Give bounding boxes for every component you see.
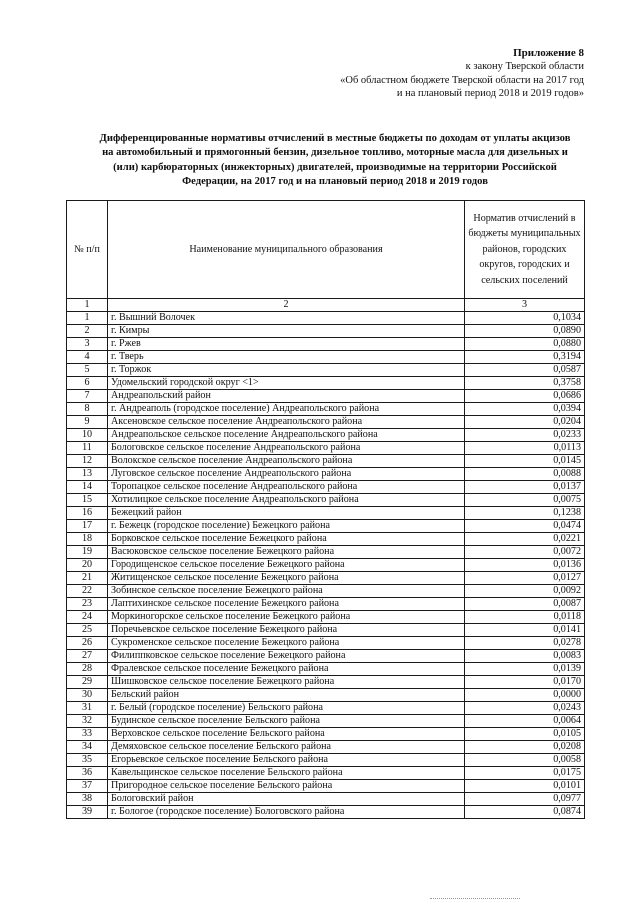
norm-value: 0,0072 — [465, 546, 585, 559]
norm-value: 0,0175 — [465, 767, 585, 780]
norm-value: 0,1238 — [465, 507, 585, 520]
norm-value: 0,0977 — [465, 793, 585, 806]
municipality-name: Лаптихинское сельское поселение Бежецкого района — [108, 598, 465, 611]
municipality-name: Кавельщинское сельское поселение Бельского района — [108, 767, 465, 780]
table-row — [67, 559, 585, 572]
norm-value: 0,0087 — [465, 598, 585, 611]
row-number: 17 — [67, 520, 108, 533]
table-row — [67, 533, 585, 546]
municipality-name: Демяховское сельское поселение Бельского района — [108, 741, 465, 754]
norm-value: 0,0127 — [465, 572, 585, 585]
row-number: 38 — [67, 793, 108, 806]
row-number: 5 — [67, 364, 108, 377]
table-row — [67, 806, 585, 819]
norm-value: 0,3194 — [465, 351, 585, 364]
municipality-name: Будинское сельское поселение Бельского района — [108, 715, 465, 728]
norm-value: 0,0880 — [465, 338, 585, 351]
row-number: 16 — [67, 507, 108, 520]
row-number: 33 — [67, 728, 108, 741]
scan-artifact — [430, 898, 520, 901]
norm-value: 0,0233 — [465, 429, 585, 442]
norm-value: 0,0137 — [465, 481, 585, 494]
table-row — [67, 520, 585, 533]
norm-value: 0,0890 — [465, 325, 585, 338]
norm-value: 0,0058 — [465, 754, 585, 767]
municipality-name: Егорьевское сельское поселение Бельского района — [108, 754, 465, 767]
municipality-name: Бежецкий район — [108, 507, 465, 520]
norm-value: 0,0243 — [465, 702, 585, 715]
row-number: 12 — [67, 455, 108, 468]
norm-value: 0,0136 — [465, 559, 585, 572]
municipality-name: г. Тверь — [108, 351, 465, 364]
municipality-name: Аксеновское сельское поселение Андреапольского района — [108, 416, 465, 429]
table-row — [67, 429, 585, 442]
table-row — [67, 663, 585, 676]
norm-value: 0,0113 — [465, 442, 585, 455]
document-title-line-4: Федерации, на 2017 год и на плановый период 2018 и 2019 годов — [182, 176, 488, 188]
appendix-block — [340, 47, 584, 100]
municipality-name: г. Бологое (городское поселение) Бологовского района — [108, 806, 465, 819]
norm-value: 0,0874 — [465, 806, 585, 819]
row-number: 32 — [67, 715, 108, 728]
row-number: 25 — [67, 624, 108, 637]
table-row — [67, 403, 585, 416]
row-number: 30 — [67, 689, 108, 702]
table-row — [67, 507, 585, 520]
table-row — [67, 481, 585, 494]
header-name: Наименование муниципального образования — [108, 201, 465, 299]
table-header-row — [67, 201, 585, 299]
norm-value: 0,0101 — [465, 780, 585, 793]
table-row — [67, 455, 585, 468]
row-number: 37 — [67, 780, 108, 793]
table-body — [67, 312, 585, 819]
table-row — [67, 442, 585, 455]
row-number: 28 — [67, 663, 108, 676]
municipality-name: Удомельский городской округ <1> — [108, 377, 465, 390]
appendix-title: Приложение 8 — [513, 47, 584, 59]
row-number: 8 — [67, 403, 108, 416]
table-row — [67, 611, 585, 624]
municipality-name: г. Бежецк (городское поселение) Бежецкого района — [108, 520, 465, 533]
row-number: 18 — [67, 533, 108, 546]
row-number: 4 — [67, 351, 108, 364]
norm-value: 0,0145 — [465, 455, 585, 468]
table-row — [67, 416, 585, 429]
municipality-name: Фралевское сельское поселение Бежецкого района — [108, 663, 465, 676]
municipality-name: Зобинское сельское поселение Бежецкого района — [108, 585, 465, 598]
document-title — [80, 132, 590, 190]
norm-value: 0,0064 — [465, 715, 585, 728]
municipality-name: Борковское сельское поселение Бежецкого района — [108, 533, 465, 546]
table-row — [67, 702, 585, 715]
column-number: 2 — [108, 299, 465, 312]
table-row — [67, 377, 585, 390]
row-number: 15 — [67, 494, 108, 507]
row-number: 31 — [67, 702, 108, 715]
row-number: 19 — [67, 546, 108, 559]
municipality-name: Моркиногорское сельское поселение Бежецкого района — [108, 611, 465, 624]
row-number: 9 — [67, 416, 108, 429]
municipality-name: Сукроменское сельское поселение Бежецкого района — [108, 637, 465, 650]
norm-value: 0,3758 — [465, 377, 585, 390]
norm-value: 0,0587 — [465, 364, 585, 377]
appendix-line-3: и на плановый период 2018 и 2019 годов» — [396, 87, 584, 99]
norm-value: 0,0105 — [465, 728, 585, 741]
norm-value: 0,0000 — [465, 689, 585, 702]
row-number: 36 — [67, 767, 108, 780]
table-row — [67, 741, 585, 754]
column-number-row — [67, 299, 585, 312]
document-title-line-3: (или) карбюраторных (инжекторных) двигателей, производимые на территории Российской — [113, 161, 557, 173]
row-number: 20 — [67, 559, 108, 572]
row-number: 39 — [67, 806, 108, 819]
table-row — [67, 689, 585, 702]
norm-value: 0,0092 — [465, 585, 585, 598]
municipality-name: Шишковское сельское поселение Бежецкого района — [108, 676, 465, 689]
municipality-name: Торопацкое сельское поселение Андреапольского района — [108, 481, 465, 494]
municipality-name: Волокское сельское поселение Андреапольского района — [108, 455, 465, 468]
appendix-line-1: к закону Тверской области — [465, 61, 584, 73]
norm-value: 0,0686 — [465, 390, 585, 403]
municipality-name: Васюковское сельское поселение Бежецкого района — [108, 546, 465, 559]
column-number: 1 — [67, 299, 108, 312]
row-number: 11 — [67, 442, 108, 455]
municipality-name: Житищенское сельское поселение Бежецкого района — [108, 572, 465, 585]
municipality-name: Верховское сельское поселение Бельского района — [108, 728, 465, 741]
table-row — [67, 624, 585, 637]
municipality-name: Бологовское сельское поселение Андреапольского района — [108, 442, 465, 455]
norms-table — [66, 200, 585, 819]
row-number: 29 — [67, 676, 108, 689]
municipality-name: г. Вышний Волочек — [108, 312, 465, 325]
norm-value: 0,0278 — [465, 637, 585, 650]
row-number: 3 — [67, 338, 108, 351]
table-row — [67, 390, 585, 403]
column-number: 3 — [465, 299, 585, 312]
table-row — [67, 338, 585, 351]
municipality-name: Хотилицкое сельское поселение Андреапольского района — [108, 494, 465, 507]
row-number: 26 — [67, 637, 108, 650]
norm-value: 0,0083 — [465, 650, 585, 663]
table-row — [67, 780, 585, 793]
table-row — [67, 754, 585, 767]
row-number: 6 — [67, 377, 108, 390]
norm-value: 0,0075 — [465, 494, 585, 507]
norm-value: 0,0394 — [465, 403, 585, 416]
municipality-name: Луговское сельское поселение Андреапольского района — [108, 468, 465, 481]
norm-value: 0,0139 — [465, 663, 585, 676]
table-row — [67, 494, 585, 507]
table-row — [67, 585, 585, 598]
municipality-name: г. Кимры — [108, 325, 465, 338]
norm-value: 0,1034 — [465, 312, 585, 325]
header-num: № п/п — [67, 201, 108, 299]
municipality-name: Пригородное сельское поселение Бельского района — [108, 780, 465, 793]
municipality-name: Поречьевское сельское поселение Бежецкого района — [108, 624, 465, 637]
municipality-name: Филиппковское сельское поселение Бежецкого района — [108, 650, 465, 663]
norm-value: 0,0141 — [465, 624, 585, 637]
municipality-name: г. Андреаполь (городское поселение) Андреапольского района — [108, 403, 465, 416]
table-row — [67, 572, 585, 585]
appendix-line-2: «Об областном бюджете Тверской области на 2017 год — [340, 74, 584, 86]
municipality-name: Бельский район — [108, 689, 465, 702]
municipality-name: Андреапольский район — [108, 390, 465, 403]
row-number: 24 — [67, 611, 108, 624]
municipality-name: Городищенское сельское поселение Бежецкого района — [108, 559, 465, 572]
table-row — [67, 715, 585, 728]
norm-value: 0,0170 — [465, 676, 585, 689]
row-number: 13 — [67, 468, 108, 481]
table-row — [67, 312, 585, 325]
row-number: 2 — [67, 325, 108, 338]
table-row — [67, 325, 585, 338]
table-row — [67, 650, 585, 663]
row-number: 35 — [67, 754, 108, 767]
norm-value: 0,0118 — [465, 611, 585, 624]
row-number: 34 — [67, 741, 108, 754]
table-row — [67, 364, 585, 377]
row-number: 21 — [67, 572, 108, 585]
table-row — [67, 767, 585, 780]
municipality-name: г. Торжок — [108, 364, 465, 377]
row-number: 10 — [67, 429, 108, 442]
table-row — [67, 351, 585, 364]
row-number: 1 — [67, 312, 108, 325]
row-number: 27 — [67, 650, 108, 663]
table-row — [67, 676, 585, 689]
row-number: 23 — [67, 598, 108, 611]
table-row — [67, 793, 585, 806]
table-row — [67, 637, 585, 650]
norm-value: 0,0221 — [465, 533, 585, 546]
norm-value: 0,0088 — [465, 468, 585, 481]
row-number: 7 — [67, 390, 108, 403]
municipality-name: Бологовский район — [108, 793, 465, 806]
municipality-name: г. Ржев — [108, 338, 465, 351]
municipality-name: г. Белый (городское поселение) Бельского района — [108, 702, 465, 715]
norm-value: 0,0474 — [465, 520, 585, 533]
header-norm: Норматив отчислений в бюджеты муниципальных районов, городских округов, городских и сельских поселений — [465, 201, 585, 299]
table-row — [67, 598, 585, 611]
table-row — [67, 546, 585, 559]
document-title-line-1: Дифференцированные нормативы отчислений в местные бюджеты по доходам от уплаты акцизов — [99, 133, 571, 144]
table-row — [67, 468, 585, 481]
row-number: 14 — [67, 481, 108, 494]
document-title-line-2: на автомобильный и прямогонный бензин, дизельное топливо, моторные масла для дизельных и — [102, 147, 568, 159]
norm-value: 0,0204 — [465, 416, 585, 429]
norm-value: 0,0208 — [465, 741, 585, 754]
row-number: 22 — [67, 585, 108, 598]
municipality-name: Андреапольское сельское поселение Андреапольского района — [108, 429, 465, 442]
table-row — [67, 728, 585, 741]
